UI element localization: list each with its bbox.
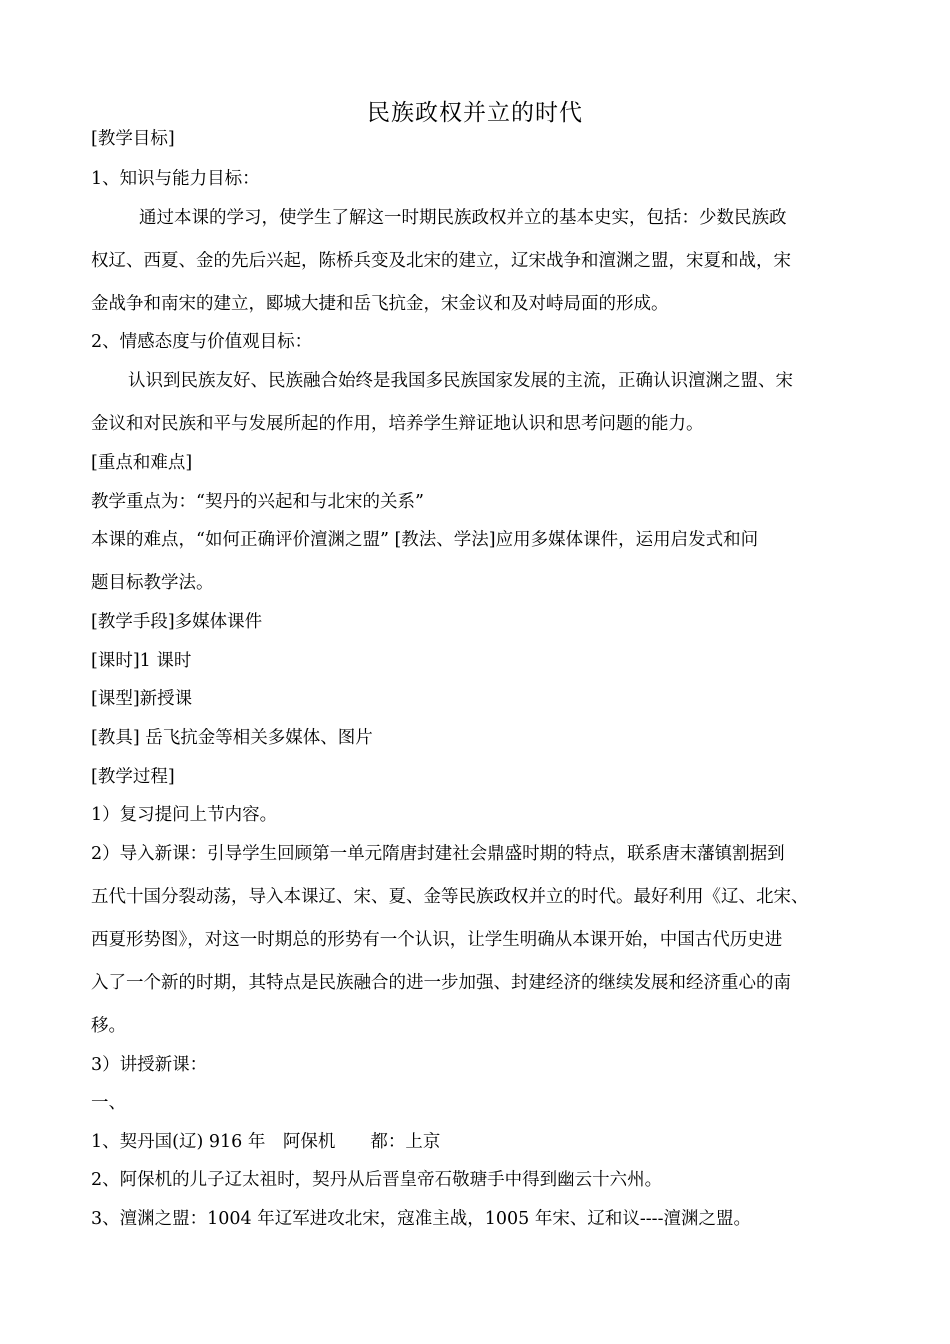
section-heading-key-points: [重点和难点]	[91, 453, 193, 473]
key-point-line: 教学重点为：“契丹的兴起和与北宋的关系”	[91, 492, 424, 512]
goal-1-heading: 1、知识与能力目标：	[91, 169, 260, 189]
subsection-heading-one: 一、	[91, 1093, 126, 1113]
document-title: 民族政权并立的时代	[367, 100, 583, 126]
paragraph-line: 通过本课的学习，使学生了解这一时期民族政权并立的基本史实，包括：少数民族政	[139, 208, 787, 228]
paragraph-line: 移。	[91, 1016, 126, 1036]
paragraph-line: 认识到民族友好、民族融合始终是我国多民族国家发展的主流，正确认识澶渊之盟、宋	[128, 371, 793, 391]
paragraph-line: 金议和对民族和平与发展所起的作用，培养学生辩证地认识和思考问题的能力。	[91, 414, 704, 434]
section-heading-lesson-type: [课型]新授课	[91, 689, 193, 709]
process-step-3: 3）讲授新课：	[91, 1055, 208, 1075]
process-step-2: 2）导入新课：引导学生回顾第一单元隋唐封建社会鼎盛时期的特点，联系唐末藩镇割据到	[91, 844, 785, 864]
section-heading-teaching-means: [教学手段]多媒体课件	[91, 612, 263, 632]
paragraph-line: 金战争和南宋的建立，郾城大捷和岳飞抗金，宋金议和及对峙局面的形成。	[91, 294, 669, 314]
list-item: 1、契丹国(辽) 916 年 阿保机 都：上京	[91, 1132, 441, 1152]
difficulty-line: 本课的难点，“如何正确评价澶渊之盟” [教法、学法]应用多媒体课件，运用启发式和问	[91, 530, 759, 550]
paragraph-line: 入了一个新的时期，其特点是民族融合的进一步加强、封建经济的继续发展和经济重心的南	[91, 973, 791, 993]
paragraph-line: 权辽、西夏、金的先后兴起，陈桥兵变及北宋的建立，辽宋战争和澶渊之盟，宋夏和战，宋	[91, 251, 791, 271]
section-heading-teaching-process: [教学过程]	[91, 767, 175, 787]
list-item: 3、澶渊之盟：1004 年辽军进攻北宋，寇准主战，1005 年宋、辽和议----澶渊之盟。	[91, 1209, 751, 1229]
section-heading-teaching-goals: [教学目标]	[91, 129, 175, 149]
goal-2-heading: 2、情感态度与价值观目标：	[91, 332, 313, 352]
section-heading-teaching-aids: [教具] 岳飞抗金等相关多媒体、图片	[91, 728, 373, 748]
process-step-1: 1）复习提问上节内容。	[91, 805, 278, 825]
list-item: 2、阿保机的儿子辽太祖时，契丹从后晋皇帝石敬瑭手中得到幽云十六州。	[91, 1170, 663, 1190]
paragraph-line: 题目标教学法。	[91, 573, 214, 593]
paragraph-line: 西夏形势图》，对这一时期总的形势有一个认识，让学生明确从本课开始，中国古代历史进	[91, 930, 783, 950]
section-heading-class-hours: [课时]1 课时	[91, 651, 192, 671]
paragraph-line: 五代十国分裂动荡，导入本课辽、宋、夏、金等民族政权并立的时代。最好利用《辽、北宋、	[91, 887, 809, 907]
